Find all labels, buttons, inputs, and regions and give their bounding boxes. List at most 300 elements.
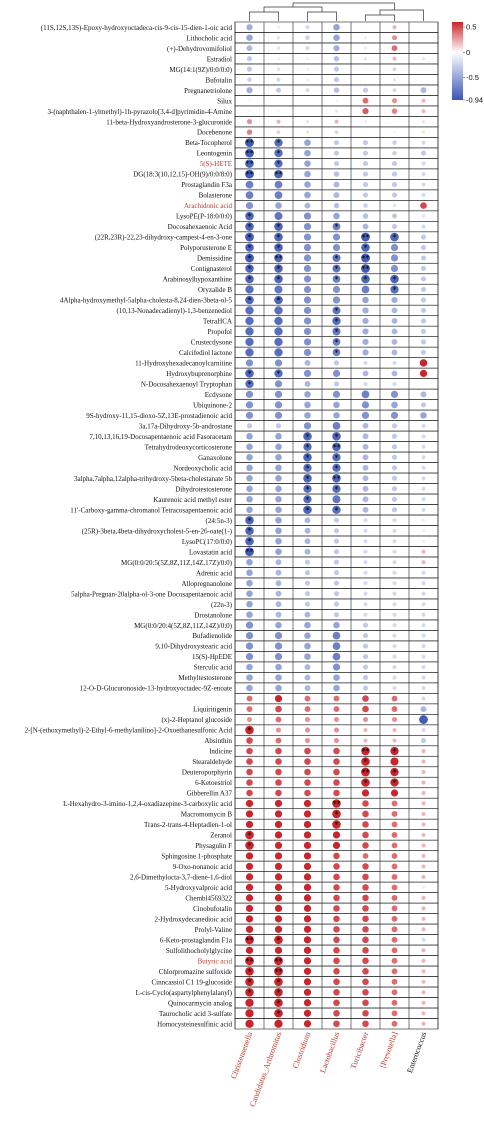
correlation-circle — [304, 905, 311, 912]
correlation-circle — [246, 191, 254, 199]
correlation-circle — [421, 854, 425, 858]
color-legend-bar — [452, 22, 463, 100]
correlation-circle — [333, 790, 340, 797]
correlation-circle — [334, 728, 339, 733]
row-label: Docebenone — [197, 128, 232, 137]
correlation-circle — [333, 286, 340, 293]
row-label: 5alpha-Pregnan-20alpha-ol-3-one Docosapentaenoic acid — [71, 590, 232, 599]
correlation-circle — [305, 675, 311, 681]
correlation-circle — [421, 917, 425, 921]
correlation-circle — [363, 654, 368, 659]
correlation-circle — [305, 738, 310, 743]
correlation-circle — [275, 800, 282, 807]
correlation-circle — [421, 602, 425, 606]
correlation-circle — [421, 592, 425, 596]
correlation-circle — [421, 990, 425, 994]
correlation-circle — [245, 327, 253, 335]
correlation-circle — [246, 852, 253, 859]
correlation-circle — [420, 412, 427, 419]
correlation-circle — [334, 549, 339, 554]
correlation-circle — [245, 348, 253, 356]
correlation-circle — [304, 370, 311, 377]
correlation-circle — [362, 811, 369, 818]
correlation-circle — [304, 632, 311, 639]
correlation-circle — [421, 1011, 425, 1015]
correlation-circle — [275, 643, 282, 650]
significance-star: * — [247, 264, 252, 274]
correlation-circle — [363, 496, 369, 502]
correlation-circle — [392, 182, 397, 187]
correlation-circle — [246, 24, 252, 30]
row-label: Ecdysone — [204, 390, 232, 399]
correlation-circle — [276, 120, 280, 124]
correlation-circle — [362, 884, 369, 891]
correlation-circle — [304, 223, 311, 230]
correlation-circle — [421, 287, 426, 292]
row-label: Liquiritigenin — [193, 705, 232, 714]
correlation-circle — [333, 779, 340, 786]
correlation-circle — [422, 529, 425, 532]
correlation-circle — [363, 475, 369, 481]
significance-star: * — [276, 222, 281, 232]
correlation-circle — [421, 245, 426, 250]
correlation-circle — [363, 382, 367, 386]
correlation-circle — [362, 789, 369, 796]
row-label: Arabinosylhypoxanthine — [162, 275, 232, 284]
dendrogram-branch — [308, 12, 337, 21]
correlation-circle — [421, 224, 425, 228]
correlation-circle — [305, 706, 311, 712]
correlation-circle — [392, 25, 396, 29]
correlation-circle — [392, 529, 396, 533]
column-label: Turicibacter — [348, 1030, 371, 1071]
correlation-circle — [333, 758, 340, 765]
significance-star: ** — [361, 768, 370, 778]
significance-star: * — [276, 369, 281, 379]
correlation-circle — [304, 968, 311, 975]
correlation-circle — [334, 581, 339, 586]
correlation-circle — [364, 26, 366, 28]
correlation-circle — [423, 383, 425, 385]
correlation-circle — [276, 570, 282, 576]
correlation-circle — [364, 47, 367, 50]
significance-star: * — [247, 233, 252, 243]
correlation-circle — [246, 590, 253, 597]
row-label: Homocysteinesulfinic acid — [157, 1020, 232, 1029]
correlation-circle — [247, 67, 252, 72]
correlation-circle — [421, 445, 425, 449]
correlation-circle — [246, 863, 253, 870]
row-label: 3alpha,7alpha,12alpha-trihydroxy-5beta-cholestanate 5b — [73, 474, 232, 483]
correlation-circle — [246, 685, 253, 692]
correlation-circle — [246, 926, 253, 933]
significance-star: * — [334, 809, 339, 819]
correlation-circle — [275, 905, 282, 912]
correlation-circle — [246, 769, 253, 776]
correlation-circle — [305, 664, 311, 670]
correlation-circle — [362, 842, 369, 849]
significance-star: * — [334, 505, 339, 515]
correlation-circle — [363, 623, 368, 628]
correlation-circle — [392, 140, 397, 145]
row-label: (22R,23R)-22,23-dihydroxy-campest-4-en-3-one — [94, 233, 232, 242]
correlation-circle — [304, 748, 311, 755]
correlation-circle — [246, 401, 253, 408]
significance-star: * — [276, 935, 281, 945]
correlation-circle — [363, 644, 368, 649]
row-label: Quinocarmycin analog — [168, 999, 232, 1008]
correlation-circle — [392, 686, 396, 690]
significance-star: * — [392, 747, 397, 757]
row-label: 11'-Carboxy-gamma-chromanol Tetracosapentaenoic acid — [70, 506, 232, 515]
correlation-circle — [334, 140, 339, 145]
correlation-circle — [275, 401, 282, 408]
column-label: Christensenella — [229, 1030, 255, 1081]
correlation-circle — [333, 653, 341, 661]
row-label: Leontogenin — [196, 149, 232, 158]
correlation-circle — [276, 78, 280, 82]
correlation-circle — [392, 382, 396, 386]
correlation-circle — [392, 581, 396, 585]
row-label: Contignasterol — [190, 265, 232, 274]
correlation-circle — [275, 831, 282, 838]
significance-star: ** — [245, 170, 254, 180]
correlation-circle — [363, 151, 368, 156]
correlation-circle — [277, 130, 281, 134]
correlation-circle — [334, 528, 339, 533]
correlation-circle — [422, 120, 425, 123]
row-label: Hydroxybuprenorphine — [166, 370, 232, 379]
correlation-circle — [421, 655, 425, 659]
correlation-circle — [421, 193, 425, 197]
correlation-circle — [392, 613, 396, 617]
correlation-circle — [275, 527, 282, 534]
correlation-circle — [363, 633, 368, 638]
correlation-circle — [363, 539, 367, 543]
correlation-circle — [333, 947, 340, 954]
correlation-circle — [304, 275, 311, 282]
significance-star: * — [392, 778, 397, 788]
significance-star: * — [334, 222, 339, 232]
correlation-circle — [304, 978, 311, 985]
correlation-circle — [334, 717, 339, 722]
significance-star: * — [276, 998, 281, 1008]
row-label: L-cis-Cyclo(aspartylphenylalanyl) — [135, 988, 232, 997]
correlation-circle — [304, 212, 311, 219]
correlation-circle — [392, 989, 398, 995]
significance-star: ** — [332, 442, 341, 452]
correlation-circle — [423, 26, 425, 28]
significance-star: * — [363, 243, 368, 253]
correlation-circle — [333, 233, 340, 240]
correlation-circle — [421, 896, 425, 900]
correlation-circle — [363, 518, 367, 522]
correlation-circle — [276, 591, 282, 597]
correlation-circle — [246, 894, 253, 901]
correlation-circle — [333, 213, 340, 220]
correlation-circle — [421, 350, 426, 355]
row-label: Cinobufotalin — [193, 904, 232, 913]
correlation-circle — [275, 758, 282, 765]
correlation-circle — [421, 391, 427, 397]
correlation-circle — [392, 623, 396, 627]
correlation-circle — [304, 769, 311, 776]
correlation-circle — [362, 695, 369, 702]
significance-star: * — [334, 337, 339, 347]
correlation-circle — [421, 162, 425, 166]
correlation-circle — [246, 486, 253, 493]
correlation-circle — [275, 748, 282, 755]
correlation-circle — [362, 401, 369, 408]
correlation-circle — [420, 359, 427, 366]
row-label: Bufotalin — [205, 76, 232, 85]
significance-star: * — [247, 830, 252, 840]
correlation-circle — [362, 307, 368, 313]
correlation-circle — [305, 602, 310, 607]
row-label: Dihydrotestosterone — [175, 485, 232, 494]
correlation-circle — [392, 696, 398, 702]
correlation-circle — [392, 634, 396, 638]
correlation-circle — [275, 181, 283, 189]
correlation-circle — [275, 810, 282, 817]
correlation-circle — [306, 57, 309, 60]
correlation-circle — [362, 905, 369, 912]
correlation-circle — [421, 738, 426, 743]
correlation-circle — [246, 632, 253, 639]
correlation-circle — [304, 842, 311, 849]
row-label: L-Hexahydro-3-imino-1,2,4-oxadiazepine-3-carboxylic acid — [63, 800, 232, 809]
column-label: Clostridium — [290, 1030, 313, 1070]
correlation-circle — [333, 905, 340, 912]
correlation-circle — [392, 465, 397, 470]
correlation-circle — [277, 46, 281, 50]
correlation-circle — [392, 550, 396, 554]
correlation-circle — [392, 318, 398, 324]
correlation-circle — [307, 100, 309, 102]
correlation-circle — [246, 737, 253, 744]
correlation-circle — [393, 204, 397, 208]
correlation-circle — [274, 327, 282, 335]
correlation-circle — [421, 434, 425, 438]
correlation-circle — [305, 717, 310, 722]
correlation-circle — [334, 706, 340, 712]
correlation-circle — [306, 131, 309, 134]
correlation-circle — [246, 790, 253, 797]
correlation-circle — [304, 160, 311, 167]
correlation-circle — [392, 1021, 398, 1027]
correlation-circle — [363, 728, 367, 732]
row-label: 2-[N-(ethoxymethyl)-2-Ethyl-6-methylanilino]-2-Oxoethanesulfonic Acid — [24, 726, 232, 735]
dendrogram-branch — [264, 7, 322, 12]
correlation-circle — [275, 706, 282, 713]
correlation-circle — [363, 665, 368, 670]
correlation-circle — [363, 361, 367, 365]
row-label: 4Alpha-hydroxymethyl-5alpha-cholesta-8,24-dien-3beta-ol-5 — [59, 296, 232, 305]
correlation-circle — [277, 57, 280, 60]
correlation-circle — [392, 853, 398, 859]
significance-star: ** — [361, 233, 370, 243]
correlation-circle — [392, 811, 398, 817]
correlation-circle — [392, 884, 398, 890]
correlation-circle — [333, 1020, 340, 1027]
correlation-circle — [333, 999, 340, 1006]
correlation-circle — [391, 391, 398, 398]
correlation-circle — [275, 465, 282, 472]
correlation-circle — [275, 863, 282, 870]
row-label: 11-Hydroxyhexadecanoylcarnitine — [135, 359, 232, 368]
correlation-circle — [392, 644, 396, 648]
correlation-circle — [421, 843, 425, 847]
row-label: 3-(naphthalen-1-ylmethyl)-1h-pyrazolo[3,4-d]pyrimidin-4-Amine — [47, 107, 232, 116]
correlation-circle — [421, 255, 426, 260]
correlation-circle — [275, 947, 282, 954]
correlation-circle — [304, 957, 311, 964]
correlation-circle — [392, 863, 398, 869]
correlation-circle — [392, 497, 397, 502]
correlation-circle — [304, 790, 311, 797]
significance-star: ** — [245, 138, 254, 148]
correlation-circle — [392, 108, 397, 113]
significance-star: * — [247, 274, 252, 284]
correlation-circle — [392, 57, 396, 61]
row-label: 5-Hydroxyvalproic acid — [164, 883, 232, 892]
correlation-circle — [363, 161, 368, 166]
correlation-circle — [275, 695, 282, 702]
correlation-circle — [362, 286, 370, 294]
correlation-circle — [305, 549, 311, 555]
row-label: Chlorpromazine sulfoxide — [158, 967, 232, 976]
correlation-circle — [392, 423, 397, 428]
significance-star: * — [276, 149, 281, 159]
correlation-circle — [275, 894, 282, 901]
correlation-circle — [363, 98, 369, 104]
correlation-circle — [334, 192, 340, 198]
correlation-circle — [392, 832, 398, 838]
correlation-circle — [304, 622, 311, 629]
correlation-circle — [334, 518, 339, 523]
row-label: MG(14:1(9Z)/0:0/0:0) — [169, 65, 232, 74]
correlation-circle — [246, 559, 253, 566]
row-label: Tetrahydrodeoxycorticosterone — [144, 443, 232, 452]
correlation-circle — [364, 68, 366, 70]
correlation-circle — [421, 634, 425, 638]
correlation-circle — [333, 674, 340, 681]
correlation-circle — [419, 715, 428, 724]
row-label: 7,10,13,16,19-Docosapentaenoic acid Fasoracetam — [89, 432, 232, 441]
correlation-circle — [421, 497, 425, 501]
correlation-circle — [363, 571, 367, 575]
correlation-circle — [275, 884, 282, 891]
correlation-circle — [275, 412, 282, 419]
correlation-circle — [392, 172, 397, 177]
correlation-circle — [362, 1020, 369, 1027]
row-label: LysoPC(17:0/0:0) — [181, 537, 232, 546]
correlation-circle — [305, 560, 310, 565]
correlation-circle — [421, 487, 425, 491]
correlation-circle — [246, 34, 253, 41]
correlation-circle — [246, 601, 253, 608]
correlation-circle — [304, 884, 311, 891]
correlation-circle — [245, 338, 253, 346]
correlation-circle — [274, 212, 282, 220]
legend-tick-label: 0 — [466, 47, 471, 57]
significance-star: * — [276, 977, 281, 987]
correlation-circle — [246, 884, 253, 891]
correlation-circle — [274, 1020, 282, 1028]
significance-star: * — [334, 348, 339, 358]
correlation-circle — [421, 560, 425, 564]
correlation-circle — [333, 842, 340, 849]
correlation-circle — [392, 592, 396, 596]
correlation-circle — [362, 895, 369, 902]
correlation-circle — [246, 622, 253, 629]
row-label: 15(S)-HpEDE — [191, 653, 232, 662]
legend-tick-label: 0.5 — [466, 22, 477, 32]
correlation-circle — [392, 98, 397, 103]
correlation-circle — [363, 686, 368, 691]
significance-star: * — [334, 306, 339, 316]
correlation-circle — [247, 56, 252, 61]
row-label: 11-beta-Hydroxyandrosterone-3-glucuronide — [106, 118, 232, 127]
correlation-circle — [275, 685, 282, 692]
significance-star: * — [276, 243, 281, 253]
correlation-circle — [363, 465, 369, 471]
significance-star: * — [305, 442, 310, 452]
correlation-circle — [421, 183, 425, 187]
column-label: [Prevotella] — [378, 1030, 400, 1070]
correlation-circle — [392, 349, 398, 355]
correlation-circle — [246, 391, 253, 398]
correlation-circle — [363, 507, 369, 513]
correlation-circle — [274, 306, 282, 314]
correlation-circle — [246, 496, 253, 503]
correlation-circle — [333, 853, 340, 860]
correlation-circle — [275, 926, 282, 933]
correlation-circle — [391, 297, 397, 303]
correlation-circle — [392, 151, 397, 156]
dendrogram-branch — [293, 3, 395, 10]
correlation-circle — [304, 1020, 311, 1027]
correlation-circle — [363, 486, 369, 492]
correlation-circle — [392, 329, 398, 335]
correlation-circle — [421, 508, 425, 512]
correlation-circle — [245, 285, 253, 293]
correlation-circle — [275, 486, 282, 493]
row-label: Indicine — [209, 747, 232, 756]
correlation-circle — [246, 873, 253, 880]
correlation-circle — [334, 171, 339, 176]
correlation-circle — [392, 455, 397, 460]
correlation-circle — [363, 224, 369, 230]
correlation-circle — [305, 612, 311, 618]
significance-star: * — [247, 537, 252, 547]
correlation-circle — [421, 476, 425, 480]
correlation-circle — [248, 100, 250, 102]
correlation-circle — [333, 412, 340, 419]
row-label: Deuteroporphyrin — [181, 768, 232, 777]
correlation-circle — [333, 937, 340, 944]
correlation-circle — [274, 317, 282, 325]
correlation-circle — [276, 738, 282, 744]
correlation-circle — [363, 560, 367, 564]
correlation-circle — [334, 77, 339, 82]
correlation-circle — [304, 999, 311, 1006]
correlation-circle — [421, 455, 425, 459]
correlation-circle — [306, 78, 309, 81]
significance-star: * — [247, 516, 252, 526]
correlation-circle — [363, 444, 369, 450]
correlation-circle — [420, 202, 427, 209]
